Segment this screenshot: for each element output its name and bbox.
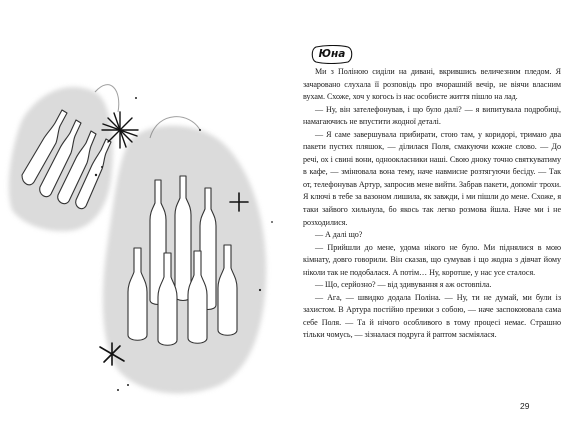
page-number: 29 [520, 401, 530, 411]
paragraph: — Ага, — швидко додала Поліна. — Ну, ти не думай, ми були із захистом. В Артура постійно презики з собою, — наче заспокоювала сама себе Поля. — Та й нічого особливого в тому процесі немає. Страшно тільки чомусь, — зізналася подруга й раптом засміялася. [303, 292, 561, 340]
body-text [303, 66, 561, 342]
lower-bag [103, 117, 266, 394]
chapter-name: Юна [318, 48, 346, 60]
paragraph: — Я саме завершувала прибирати, стою там, у коридорі, тримаю два пакети пустих пляшок, — ділилася Поля, смакуючи кожне слово. — До речі, ох і свині вони, одноокласники наші. Свою дноку точно святкуватиму в кафе, — змінювала вона тему, наче навмисне розтягуючи бесіду. — Так от, телефонував Артур, запросив мене вийти. Забрав пакети, допоміг трохи. Я ключі в тебе за вазоном лишила, як завжди, і ми пішли до мене. Схоже, я таки зайвого хильнула, бо якось так легко розмова йшла. Наче ми і не розходилися. [303, 129, 561, 227]
chapter-name-badge [310, 45, 354, 64]
paragraph: — Що, серйозно? — від здивування я аж остовпіла. [315, 280, 492, 290]
upper-bag [9, 85, 119, 232]
paragraph: — А далі що? [315, 230, 363, 240]
paragraph: — Ну, він зателефонував, і що було далі? — я випитувала подробиці, намагаючись не впустити жодної деталі. [303, 104, 561, 127]
paragraph: — Прийшли до мене, удома нікого не було. Ми піднялися в мою кімнату, довго говорили. Він сказав, що сумував і що жодна з дівчат йому ніколи так не подобалася. А потім… Ну, коротше, у нас усе сталося. [303, 242, 561, 277]
paragraph: Ми з Поліною сиділи на дивані, вкрившись величезним пледом. Я зачаровано слухала її розповідь про вчорашній вечір, не віячи власним вухам. Схоже, хоч у когось із нас особисте життя пішло на лад. [303, 67, 561, 102]
